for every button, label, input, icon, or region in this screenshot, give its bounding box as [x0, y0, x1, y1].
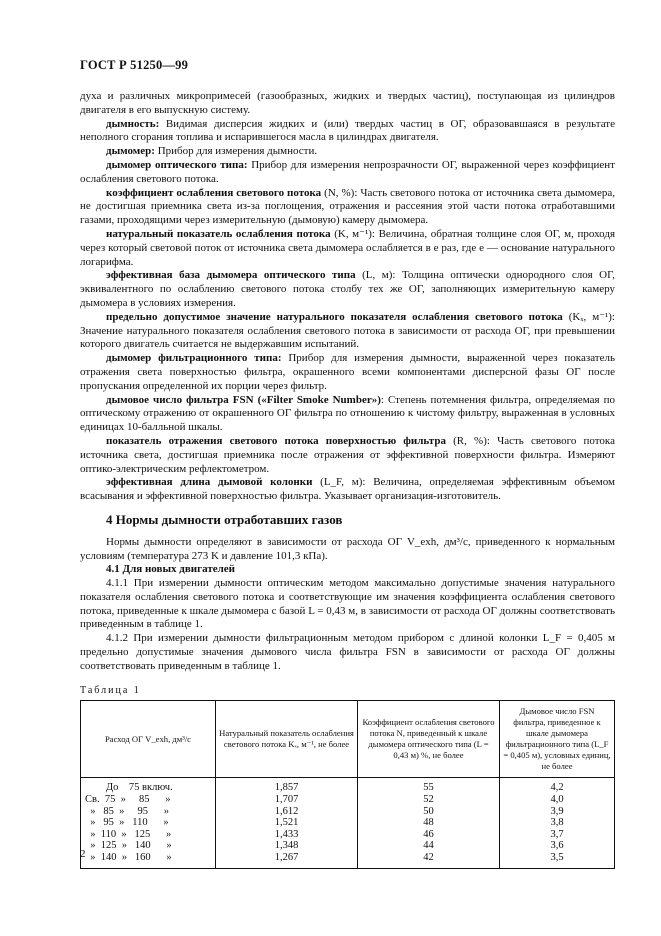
- definition-text: : Степень потемнения фильтра, определяемая по оптическому отражению от окрашенного ОГ фильтра по отношению к чистому фильтру, выраженная в условных единицах 10-балльной шкалы.: [80, 393, 615, 434]
- definition-attenuation-coefficient: [80, 187, 615, 228]
- cell-fsn: 3,6: [500, 840, 615, 852]
- cell-fsn: 3,7: [500, 829, 615, 841]
- term: эффективная база дымомера оптического типа: [106, 269, 356, 282]
- table-row: [81, 778, 615, 794]
- cell-k: 1,267: [216, 852, 358, 868]
- definition-natural-index: [80, 228, 615, 269]
- section-title: 4 Нормы дымности отработавших газов: [106, 511, 343, 527]
- definition-text: (R, %): Часть светового потока источника света, достигшая приемника после отражения от эффективной поверхности фильтра. Измеряют оптико-электрическим рефлектометром.: [80, 434, 615, 475]
- term: дымность:: [106, 117, 160, 130]
- term: дымомер оптического типа:: [106, 158, 248, 171]
- cell-k: 1,707: [216, 794, 358, 806]
- header-natural-index: Натуральный показатель ослабления светового потока Kₓ, м⁻¹, не более: [216, 701, 358, 778]
- cell-range: » 125 » 140 »: [81, 840, 216, 852]
- definition-text: Прибор для измерения дымности, выраженной через показатель отражения света поверхностью фильтра, окрашенного всеми компонентами дисперсной фазы ОГ после пропускания определенной их порции через фильтр.: [80, 352, 615, 392]
- document-body: [80, 90, 615, 869]
- term: показатель отражения светового потока поверхностью фильтра: [106, 434, 446, 447]
- definition-fsn: [80, 394, 615, 435]
- cell-fsn: 3,8: [500, 817, 615, 829]
- definition-effective-base: [80, 269, 615, 310]
- definition-limit-value: [80, 311, 615, 352]
- paragraph-text: духа и различных микропримесей (газообразных, жидких и твердых частиц), поступающая из цилиндров двигателя в его выпускную систему.: [80, 90, 615, 116]
- term: дымомер фильтрационного типа:: [106, 352, 282, 365]
- definition-text: (L_F, м): Величина, определяемая эффективным объемом всасывания и эффективной поверхностью фильтра. Указывает организация-изготовитель.: [80, 476, 615, 503]
- cell-n: 50: [358, 806, 500, 818]
- cell-k: 1,348: [216, 840, 358, 852]
- definition-column-length: [80, 476, 615, 504]
- definition-reflection-index: [80, 435, 615, 476]
- cell-n: 44: [358, 840, 500, 852]
- definition-optical-smokemeter: [80, 159, 615, 187]
- definition-text: (N, %): Часть светового потока от источника света дымомера, не достигшая приемника света из-за поглощения, отражения и рассеяния этой части потока отработавшими газами, проходящими через измерительную (дымовую) камеру дымомера.: [80, 186, 615, 227]
- definition-smokemeter: [80, 145, 615, 159]
- cell-n: 48: [358, 817, 500, 829]
- cell-range: Св. 75 » 85 »: [81, 794, 216, 806]
- table-row: [81, 840, 615, 852]
- clause-4-1-2: 4.1.2 При измерении дымности фильтрационным методом прибором с длиной колонки L_F = 0,405 м предельно допустимые значения дымового числа фильтра FSN в зависимости от расхода ОГ должны соответствовать приведенным в таблице 1.: [80, 632, 615, 672]
- table-row: [81, 829, 615, 841]
- header-exhaust-flow: Расход ОГ V_exh, дм³/с: [81, 701, 216, 778]
- cell-range: » 110 » 125 »: [81, 829, 216, 841]
- table-caption: Таблица 1: [80, 684, 141, 696]
- cell-fsn: 4,2: [500, 778, 615, 794]
- standard-header: ГОСТ Р 51250—99: [80, 58, 189, 72]
- definition-text: Прибор для измерения непрозрачности ОГ, выраженной через коэффициент ослабления светового потока.: [80, 158, 615, 185]
- cell-n: 42: [358, 852, 500, 868]
- cell-k: 1,521: [216, 817, 358, 829]
- term: эффективная длина дымовой колонки: [106, 476, 313, 489]
- norms-table: [80, 700, 615, 868]
- subsection-title: 4.1 Для новых двигателей: [106, 563, 236, 576]
- table-row: [81, 852, 615, 868]
- term: натуральный показатель ослабления потока: [106, 227, 331, 240]
- header-fsn: Дымовое число FSN фильтра, приведенное к шкале дымомера фильтрационного типа (L_F = 0,405 м), условных единиц, не более: [500, 701, 615, 778]
- cell-range: » 140 » 160 »: [81, 852, 216, 868]
- cell-n: 52: [358, 794, 500, 806]
- cell-fsn: 3,9: [500, 806, 615, 818]
- term: предельно допустимое значение натурального показателя ослабления светового потока: [106, 310, 563, 323]
- cell-n: 46: [358, 829, 500, 841]
- term: дымовое число фильтра FSN («Filter Smoke Number»): [106, 393, 381, 406]
- header-attenuation: Коэффициент ослабления светового потока N, приведенный к шкале дымомера оптического типа (L = 0,43 м) %, не более: [358, 701, 500, 778]
- cell-range: » 85 » 95 »: [81, 806, 216, 818]
- cell-k: 1,433: [216, 829, 358, 841]
- cell-n: 55: [358, 778, 500, 794]
- cell-fsn: 3,5: [500, 852, 615, 868]
- definition-text: (Kₓ, м⁻¹): Значение натурального показателя ослабления светового потока в зависимости от расхода ОГ, при превышении которого двигатель считается не выдержавшим испытаний.: [80, 310, 615, 351]
- definition-text: (L, м): Толщина оптически однородного слоя ОГ, эквивалентного по ослаблению светового потока столбу тех же ОГ, заполняющих измерительную камеру дымомера в условиях измерения.: [80, 269, 615, 309]
- page-number: 2: [80, 848, 86, 860]
- definition-text: Видимая дисперсия жидких и (или) твердых частиц в ОГ, образовавшаяся в результате неполного сгорания топлива и испарившегося масла в цилиндрах двигателя.: [80, 117, 615, 144]
- term: коэффициент ослабления светового потока: [106, 186, 322, 199]
- section-intro: Нормы дымности определяют в зависимости от расхода ОГ V_exh, дм³/с, приведенного к нормальным условиям (температура 273 K и давление 101,3 кПа).: [80, 535, 615, 562]
- cell-range: До 75 включ.: [81, 778, 216, 794]
- cell-k: 1,857: [216, 778, 358, 794]
- table-row: [81, 806, 615, 818]
- definition-text: Прибор для измерения дымности.: [154, 145, 318, 158]
- table-row: [81, 794, 615, 806]
- cell-k: 1,612: [216, 806, 358, 818]
- definition-smoke: [80, 118, 615, 146]
- term: дымомер:: [106, 145, 155, 158]
- definition-filter-smokemeter: [80, 352, 615, 393]
- paragraph: [80, 90, 615, 118]
- cell-fsn: 4,0: [500, 794, 615, 806]
- table-header-row: [81, 701, 615, 778]
- definition-text: (K, м⁻¹): Величина, обратная толщине слоя ОГ, м, проходя через который световой поток от источника света дымомера ослабляется в e раз, где e — основание натурального логарифма.: [80, 227, 615, 268]
- clause-4-1-1: 4.1.1 При измерении дымности оптическим методом максимально допустимые значения натурального показателя ослабления светового потока и соответствующие им значения коэффициента ослабления светового потока, приведенные к шкале дымомера с базой L = 0,43 м, в зависимости от расхода ОГ должны соответствовать приведенным в таблице 1.: [80, 577, 615, 631]
- table-row: [81, 817, 615, 829]
- cell-range: » 95 » 110 »: [81, 817, 216, 829]
